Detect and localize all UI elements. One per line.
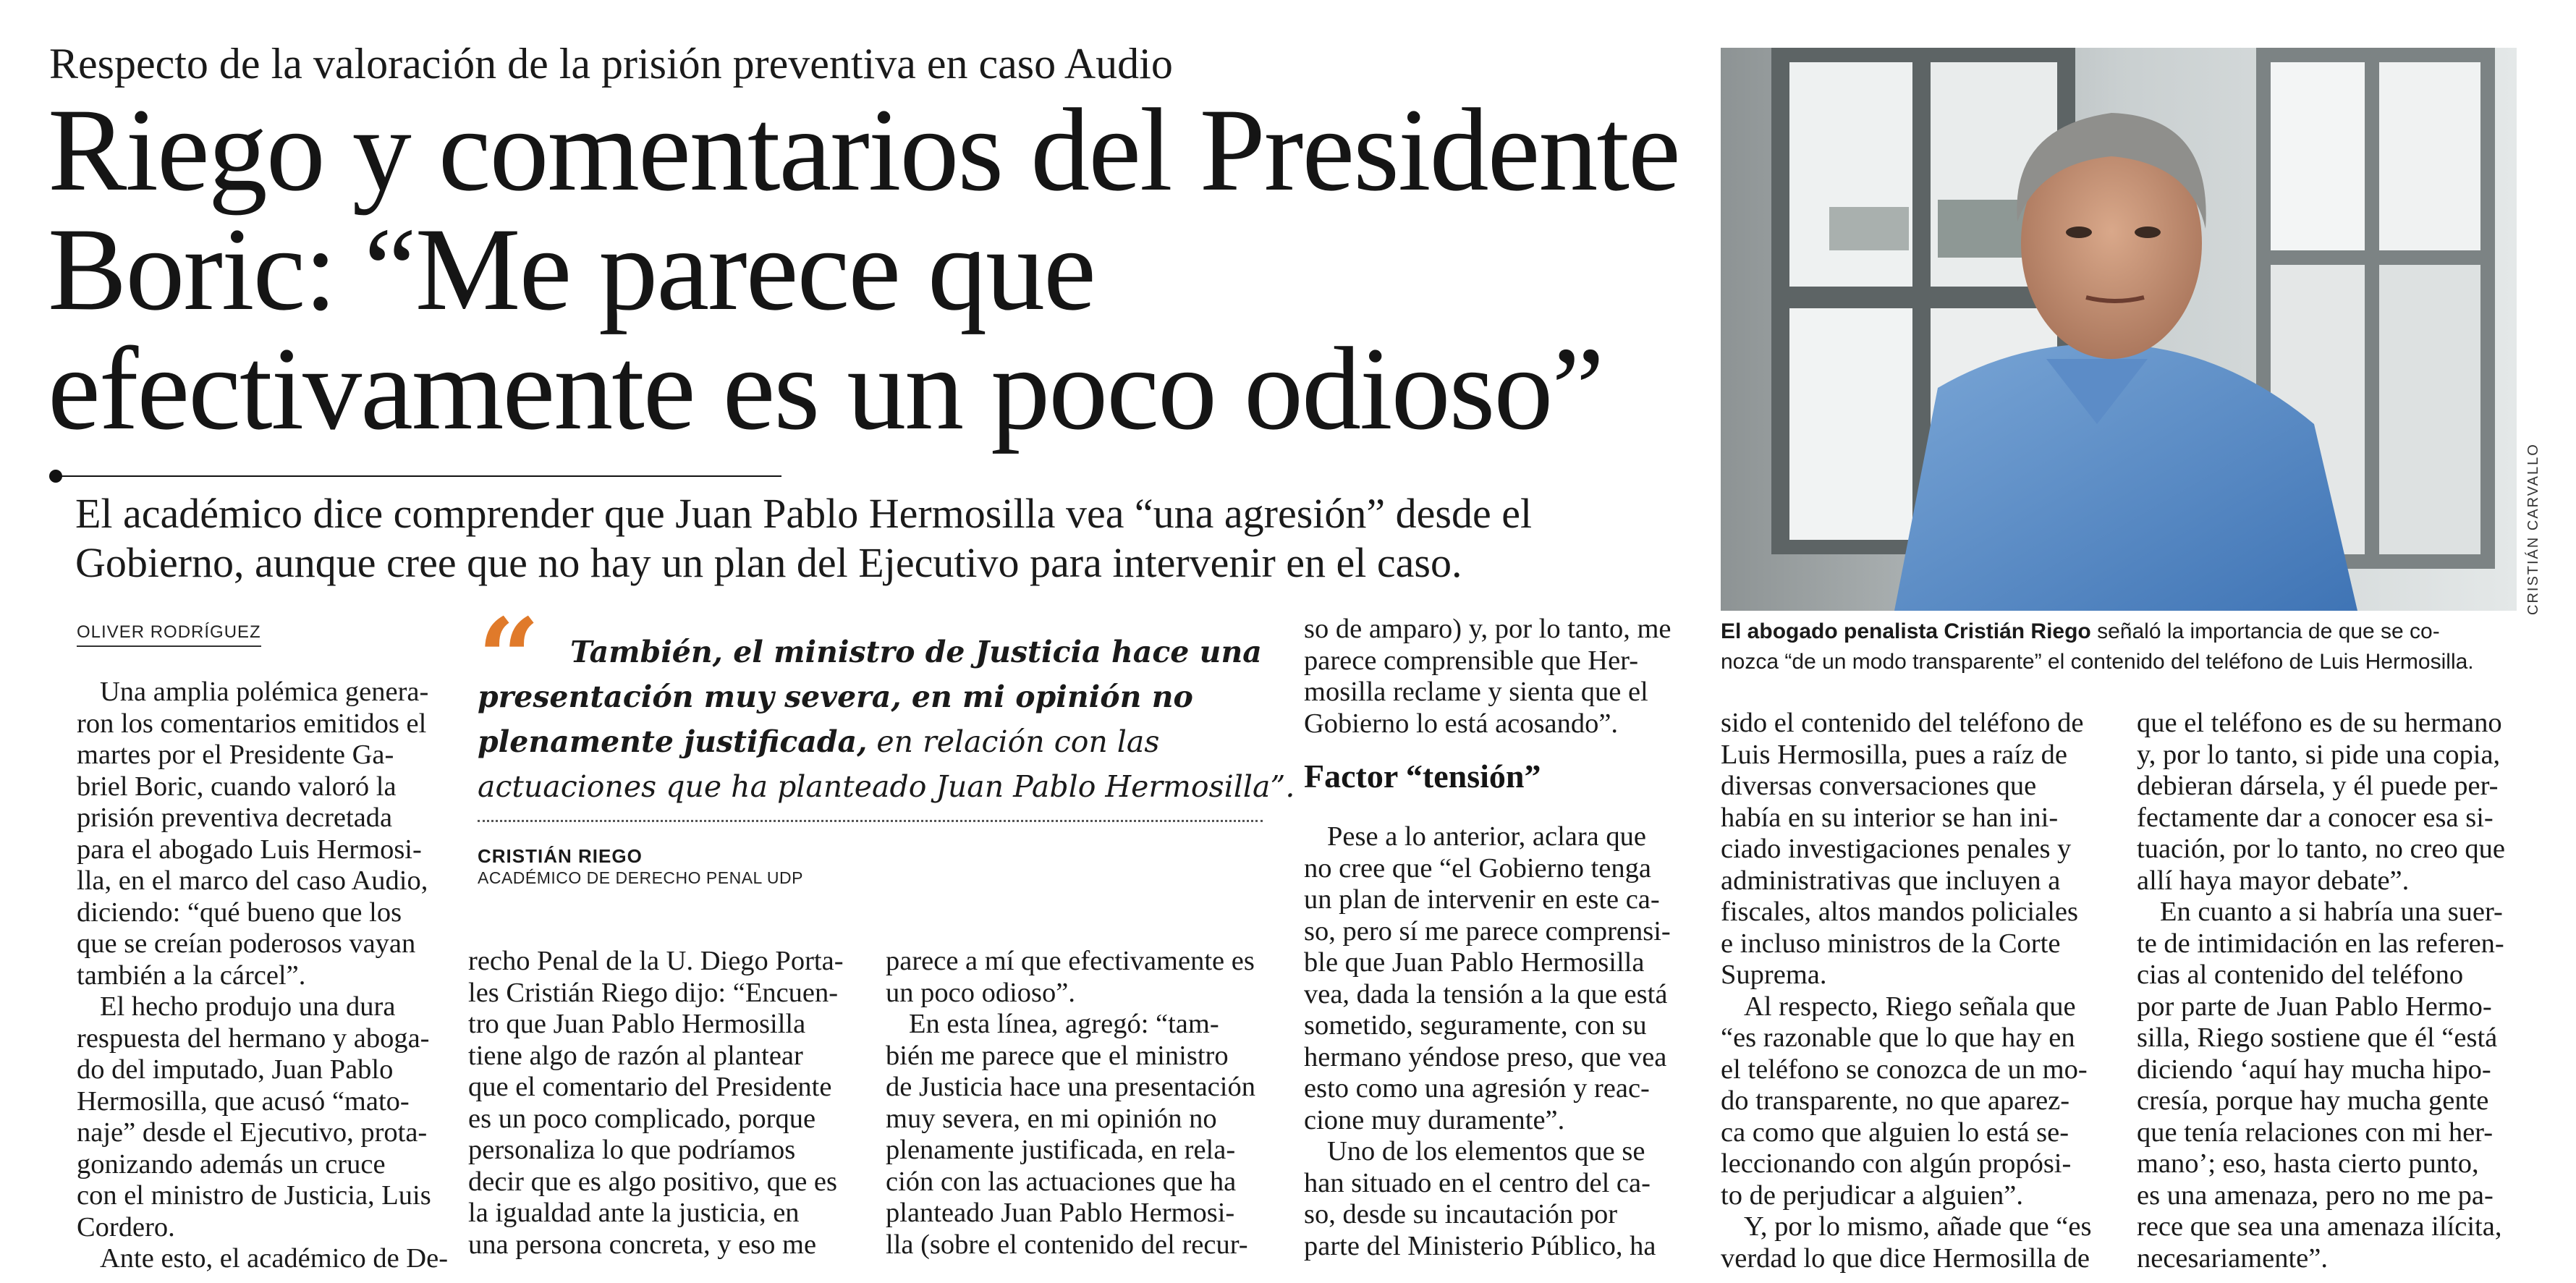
article-line: que el teléfono es de su hermano [2137,708,2502,738]
article-line: parece comprensible que Her- [1304,645,1639,676]
article-line: rece que sea una amenaza ilícita, [2137,1211,2502,1242]
article-line: esto como una agresión y reac- [1304,1073,1650,1104]
article-line: diciendo ‘aquí hay mucha hipo- [2137,1054,2491,1085]
photo-caption [1721,617,2538,677]
pull-quote-line: presentación muy severa, en mi opinión no [478,679,1193,714]
article-line: diversas conversaciones que [1721,771,2037,801]
article-line: so, desde su incautación por [1304,1199,1618,1229]
article-line: En cuanto a si habría una suer- [2160,897,2503,927]
article-line: naje” desde el Ejecutivo, prota- [77,1117,428,1148]
article-line: silla, Riego sostiene que él “está [2137,1022,2498,1053]
article-line: personaliza lo que podríamos [468,1135,796,1165]
article-line: por parte de Juan Pablo Hermo- [2137,991,2492,1022]
article-line: plenamente justificada, en rela- [886,1135,1236,1165]
article-line: decir que es algo positivo, que es [468,1166,837,1197]
article-line: Al respecto, Riego señala que [1744,991,2076,1022]
headline-line: efectivamente es un poco odioso” [48,323,1603,454]
pull-quote-line: plenamente justificada, en relación con las [478,724,1160,759]
article-line: te de intimidación en las referen- [2137,928,2504,959]
article-line: Luis Hermosilla, pues a raíz de [1721,739,2067,770]
article-line: tuación, por lo tanto, no creo que [2137,834,2505,864]
article-line: parte del Ministerio Público, ha [1304,1230,1656,1261]
article-line: para el abogado Luis Hermosi- [77,834,422,865]
article-line: recho Penal de la U. Diego Porta- [468,946,844,976]
article-line: necesariamente”. [2137,1242,2328,1274]
article-line: leccionando con algún propósi- [1721,1148,2072,1179]
article-column-4-top [1304,614,1685,740]
article-line: Y, por lo mismo, añade que “es [1744,1211,2092,1242]
deck-line: Gobierno, aunque cree que no hay un plan del Ejecutivo para intervenir en el caso. [75,539,1462,586]
article-line: muy severa, en mi opinión no [886,1103,1217,1134]
article-line: prisión preventiva decretada [77,803,393,833]
article-line: Ante esto, el académico de De- [100,1243,449,1274]
article-line: sometido, seguramente, con su [1304,1010,1647,1041]
quote-mark-icon: “ [478,595,541,722]
pull-quote-divider [478,820,1263,822]
article-line: ción con las actuaciones que ha [886,1166,1237,1197]
article-column-3 [886,946,1266,1261]
article-line: y, por lo tanto, si pide una copia, [2137,739,2501,770]
article-line: En esta línea, agregó: “tam- [909,1009,1219,1039]
article-line: mano’; eso, hasta cierto punto, [2137,1148,2479,1179]
byline: OLIVER RODRÍGUEZ [77,622,261,647]
article-line: verdad lo que dice Hermosilla de [1721,1242,2090,1274]
article-line: sido el contenido del teléfono de [1721,708,2084,738]
article-line: diciendo: “qué bueno que los [77,897,402,928]
headline-line: Boric: “Me parece que [48,204,1095,335]
article-line: to de perjudicar a alguien”. [1721,1180,2023,1211]
portrait-photo [1721,48,2517,611]
article-line: gonizando además un cruce [77,1148,386,1180]
deck-rule [58,475,781,477]
article-line: planteado Juan Pablo Hermosi- [886,1198,1235,1228]
article-line: allí haya mayor debate”. [2137,865,2410,896]
article-line: la igualdad ante la justicia, en [468,1198,800,1228]
article-line: les Cristián Riego dijo: “Encuen- [468,977,839,1008]
article-line: el teléfono se conozca de un mo- [1721,1054,2088,1085]
article-line: fiscales, altos mandos policiales [1721,897,2078,927]
article-line: Cordero. [77,1211,175,1242]
headline [48,85,1712,454]
article-line: cias al contenido del teléfono [2137,960,2464,990]
article-line: do transparente, no que aparez- [1721,1085,2070,1116]
article-line: había en su interior se han ini- [1721,802,2059,833]
caption-line: El abogado penalista Cristián Riego señaló la importancia de que se co- [1721,619,2440,643]
article-line: de Justicia hace una presentación [886,1072,1255,1102]
article-line: no cree que “el Gobierno tenga [1304,852,1651,884]
article-column-2 [468,946,849,1261]
article-line: Una amplia polémica genera- [100,677,429,707]
article-line: han situado en el centro del ca- [1304,1167,1651,1198]
article-line: hermano yéndose preso, que vea [1304,1041,1667,1072]
article-column-1 [77,677,449,1275]
article-line: Hermosilla, que acusó “mato- [77,1085,410,1117]
article-line: ron los comentarios emitidos el [77,708,427,739]
article-line: es una amenaza, pero no me pa- [2137,1180,2494,1211]
article-line: ca como que alguien lo está se- [1721,1117,2069,1148]
kicker: Respecto de la valoración de la prisión preventiva en caso Audio [49,40,1173,88]
pull-quote-attribution: CRISTIÁN RIEGO [478,845,643,867]
article-line: cione muy duramente”. [1304,1104,1565,1135]
article-line: que el comentario del Presidente [468,1072,832,1102]
article-line: lla (sobre el contenido del recur- [886,1229,1248,1260]
article-line: con el ministro de Justicia, Luis [77,1180,431,1211]
pull-quote-line: También, el ministro de Justicia hace una [570,635,1262,669]
article-line: vea, dada la tensión a la que está [1304,978,1668,1009]
deck [75,489,1703,588]
headline-line: Riego y comentarios del Presidente [48,85,1679,216]
article-line: briel Boric, cuando valoró la [77,771,397,802]
article-line: El hecho produjo una dura [100,991,396,1022]
article-line: también a la cárcel”. [77,960,306,991]
article-line: una persona concreta, y eso me [468,1229,817,1260]
article-line: mosilla reclame y sienta que el [1304,677,1648,707]
article-line: un poco odioso”. [886,977,1075,1008]
article-line: do del imputado, Juan Pablo [77,1054,394,1085]
article-line: “es razonable que lo que hay en [1721,1022,2075,1053]
article-line: e incluso ministros de la Corte [1721,928,2061,959]
article-line: que se creían poderosos vayan [77,928,416,959]
article-line: lla, en el marco del caso Audio, [77,865,428,896]
article-line: parece a mí que efectivamente es [886,946,1255,976]
article-line: administrativas que incluyen a [1721,865,2061,896]
article-line: cresía, porque hay mucha gente [2137,1085,2489,1116]
article-column-4 [1304,821,1685,1262]
article-line: ble que Juan Pablo Hermosilla [1304,947,1645,978]
pull-quote-line: actuaciones que ha planteado Juan Pablo Hermosilla”. [478,769,1295,804]
article-line: tro que Juan Pablo Hermosilla [468,1009,806,1039]
article-column-5 [1721,708,2101,1274]
article-line: respuesta del hermano y aboga- [77,1022,430,1054]
article-line: tiene algo de razón al plantear [468,1040,803,1071]
article-line: es un poco complicado, porque [468,1103,816,1134]
article-line: fectamente dar a conocer esa si- [2137,802,2494,833]
article-line: ciado investigaciones penales y [1721,834,2072,864]
article-line: Pese a lo anterior, aclara que [1327,821,1646,852]
article-line: Uno de los elementos que se [1327,1136,1645,1166]
caption-line: nozca “de un modo transparente” el contenido del teléfono de Luis Hermosilla. [1721,650,2474,674]
article-line: so de amparo) y, por lo tanto, me [1304,614,1672,644]
photo-credit: CRISTIÁN CARVALLO [2525,443,2541,615]
article-line: so, pero sí me parece comprensi- [1304,915,1671,947]
article-line: debieran dársela, y él puede per- [2137,771,2499,801]
article-line: martes por el Presidente Ga- [77,740,394,770]
article-line: Suprema. [1721,960,1827,990]
pull-quote [478,630,1295,809]
subhead: Factor “tensión” [1304,758,1541,795]
article-column-6 [2137,708,2517,1274]
article-line: que tenía relaciones con mi her- [2137,1117,2494,1148]
article-line: Gobierno lo está acosando”. [1304,708,1619,739]
deck-line: El académico dice comprender que Juan Pablo Hermosilla vea “una agresión” desde el [75,490,1533,537]
portrait-photo-illustration [1721,48,2517,611]
article-line: bién me parece que el ministro [886,1040,1229,1071]
pull-quote-role: ACADÉMICO DE DERECHO PENAL UDP [478,868,803,887]
article-line: un plan de intervenir en este ca- [1304,884,1660,915]
